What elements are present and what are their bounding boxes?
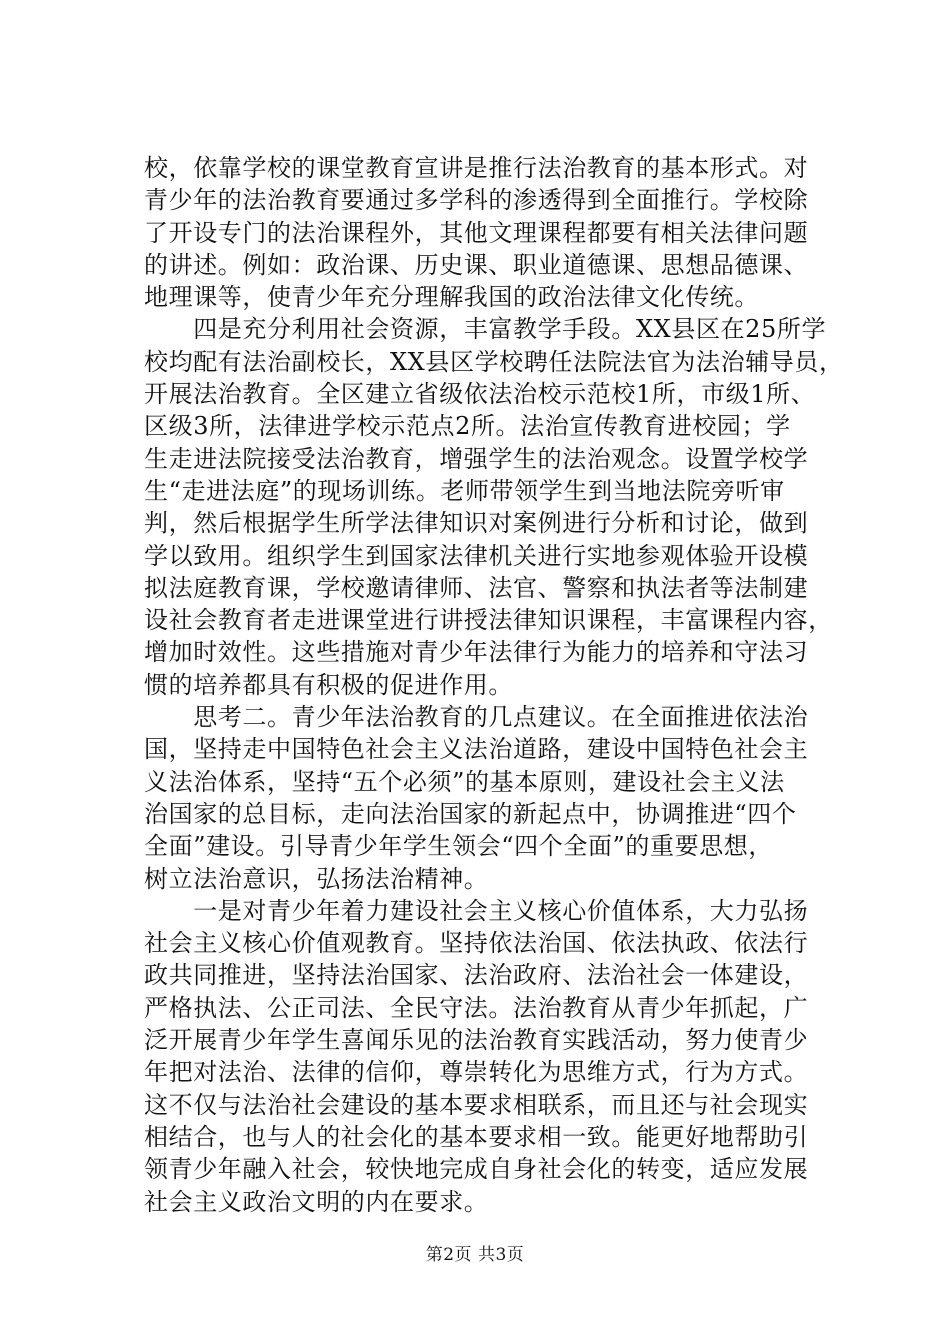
text-line: 地理课等，使青少年充分理解我国的政治法律文化传统。 bbox=[144, 283, 759, 312]
text-line: 领青少年融入社会，较快地完成自身社会化的转变，适应发展 bbox=[144, 1155, 809, 1184]
text-line: 义法治体系，坚持“五个必须”的基本原则，建设社会主义法 bbox=[144, 767, 785, 796]
text-line: 泛开展青少年学生喜闻乐见的法治教育实践活动，努力使青少 bbox=[144, 1026, 809, 1055]
text-line: 区级3所，法律进学校示范点2所。法治宣传教育进校园；学 bbox=[144, 412, 791, 441]
text-line: 生“走进法庭”的现场训练。老师带领学生到当地法院旁听审 bbox=[144, 476, 785, 505]
text-line: 社会主义核心价值观教育。坚持依法治国、依法执政、依法行 bbox=[144, 929, 809, 958]
text-line: 判，然后根据学生所学法律知识对案例进行分析和讨论，做到 bbox=[144, 509, 809, 538]
text-line: 校均配有法治副校长，XX县区学校聘任法院法官为法治辅导员， bbox=[144, 347, 844, 376]
text-line: 设社会教育者走进课堂进行讲授法律知识课程，丰富课程内容， bbox=[144, 606, 833, 635]
text-line: 治国家的总目标，走向法治国家的新起点中，协调推进“四个 bbox=[144, 799, 797, 828]
text-line: 青少年的法治教育要通过多学科的渗透得到全面推行。学校除 bbox=[144, 186, 809, 215]
document-body bbox=[144, 152, 844, 1218]
text-line: 学以致用。组织学生到国家法律机关进行实地参观体验开设模 bbox=[144, 541, 809, 570]
text-line: 生走进法院接受法治教育，增强学生的法治观念。设置学校学 bbox=[144, 444, 809, 473]
text-line: 社会主义政治文明的内在要求。 bbox=[144, 1187, 489, 1216]
text-line: 年把对法治、法律的信仰，尊崇转化为思维方式，行为方式。 bbox=[144, 1058, 809, 1087]
text-line: 的讲述。例如：政治课、历史课、职业道德课、思想品德课、 bbox=[144, 250, 809, 279]
text-line: 政共同推进，坚持法治国家、法治政府、法治社会一体建设， bbox=[144, 961, 809, 990]
text-line: 这不仅与法治社会建设的基本要求相联系，而且还与社会现实 bbox=[144, 1090, 809, 1119]
text-line: 相结合，也与人的社会化的基本要求相一致。能更好地帮助引 bbox=[144, 1122, 809, 1151]
text-line: 全面”建设。引导青少年学生领会“四个全面”的重要思想， bbox=[144, 832, 774, 861]
text-line: 拟法庭教育课，学校邀请律师、法官、警察和执法者等法制建 bbox=[144, 573, 809, 602]
text-line: 惯的培养都具有积极的促进作用。 bbox=[144, 670, 513, 699]
text-line: 树立法治意识，弘扬法治精神。 bbox=[144, 864, 489, 893]
page-number-footer: 第2页 共3页 bbox=[425, 1245, 525, 1265]
text-line: 了开设专门的法治课程外，其他文理课程都要有相关法律问题 bbox=[144, 218, 809, 247]
text-line: 校，依靠学校的课堂教育宣讲是推行法治教育的基本形式。对 bbox=[144, 154, 809, 182]
text-line: 四是充分利用社会资源，丰富教学手段。XX县区在25所学 bbox=[144, 315, 827, 344]
text-line: 开展法治教育。全区建立省级依法治校示范校1所，市级1所、 bbox=[144, 380, 816, 409]
text-line: 增加时效性。这些措施对青少年法律行为能力的培养和守法习 bbox=[144, 638, 809, 667]
text-line: 国，坚持走中国特色社会主义法治道路，建设中国特色社会主 bbox=[144, 735, 809, 764]
text-line: 思考二。青少年法治教育的几点建议。在全面推进依法治 bbox=[144, 703, 809, 732]
text-line: 严格执法、公正司法、全民守法。法治教育从青少年抓起，广 bbox=[144, 993, 809, 1022]
text-line: 一是对青少年着力建设社会主义核心价值体系，大力弘扬 bbox=[144, 896, 809, 925]
